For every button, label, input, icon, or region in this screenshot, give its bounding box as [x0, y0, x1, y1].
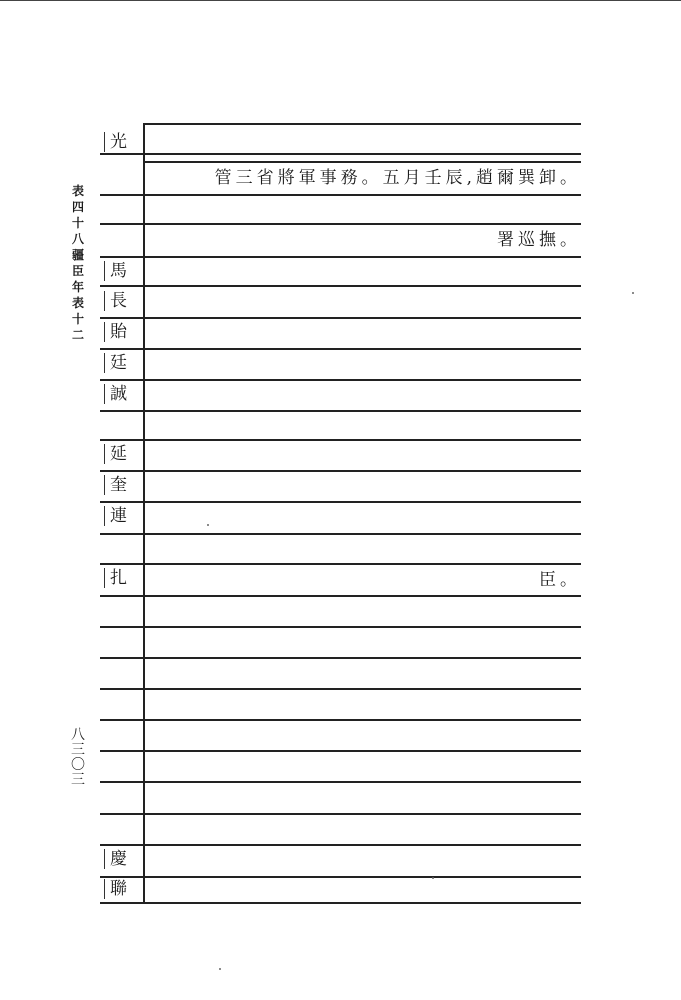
table-rule	[100, 781, 581, 783]
column-divider	[143, 123, 145, 904]
row-name-kui: 奎	[104, 470, 142, 500]
row-name-qing: 慶	[104, 844, 142, 874]
row-text-acting-governor: 署巡撫。	[497, 230, 581, 250]
table-rule	[100, 719, 581, 721]
table-rule	[145, 123, 581, 125]
official-table	[100, 123, 581, 904]
table-rule	[100, 194, 581, 196]
page-number: 八三〇三	[71, 727, 85, 788]
table-rule	[100, 844, 581, 846]
table-rule	[100, 153, 581, 155]
table-rule	[100, 439, 581, 441]
scan-speck	[632, 292, 634, 294]
row-name-lian2: 聯	[104, 874, 142, 904]
table-rule	[100, 750, 581, 752]
table-rule	[100, 501, 581, 503]
table-rule	[100, 317, 581, 319]
table-rule	[100, 348, 581, 350]
row-name-cheng: 誠	[104, 379, 142, 409]
table-rule	[100, 876, 581, 878]
table-rule	[100, 902, 581, 904]
table-rule	[100, 285, 581, 287]
table-rule	[100, 256, 581, 258]
table-rule	[100, 595, 581, 597]
row-name-ting: 廷	[104, 348, 142, 378]
row-name-yan: 延	[104, 439, 142, 469]
scan-speck	[432, 877, 434, 879]
row-name-chang: 長	[104, 286, 142, 316]
row-name-lian: 連	[104, 501, 142, 531]
row-text-chen: 臣。	[539, 570, 581, 590]
table-rule	[100, 626, 581, 628]
row-name-ma: 馬	[104, 256, 142, 286]
table-rule	[100, 410, 581, 412]
row-name-yi: 貽	[104, 317, 142, 347]
row-text-appointment: 管三省將軍事務。五月壬辰,趙爾巽卸。	[214, 168, 581, 188]
scan-speck	[219, 968, 221, 970]
table-rule	[100, 657, 581, 659]
margin-header: 表四十八 疆臣年表十二	[71, 184, 84, 342]
row-name-zha: 扎	[104, 563, 142, 593]
table-rule	[100, 813, 581, 815]
table-rule	[100, 470, 581, 472]
table-rule	[100, 688, 581, 690]
table-rule	[100, 533, 581, 535]
page-top-border	[0, 0, 681, 1]
table-rule	[100, 379, 581, 381]
row-name-guang: 光	[104, 127, 142, 157]
scan-speck	[207, 524, 209, 526]
